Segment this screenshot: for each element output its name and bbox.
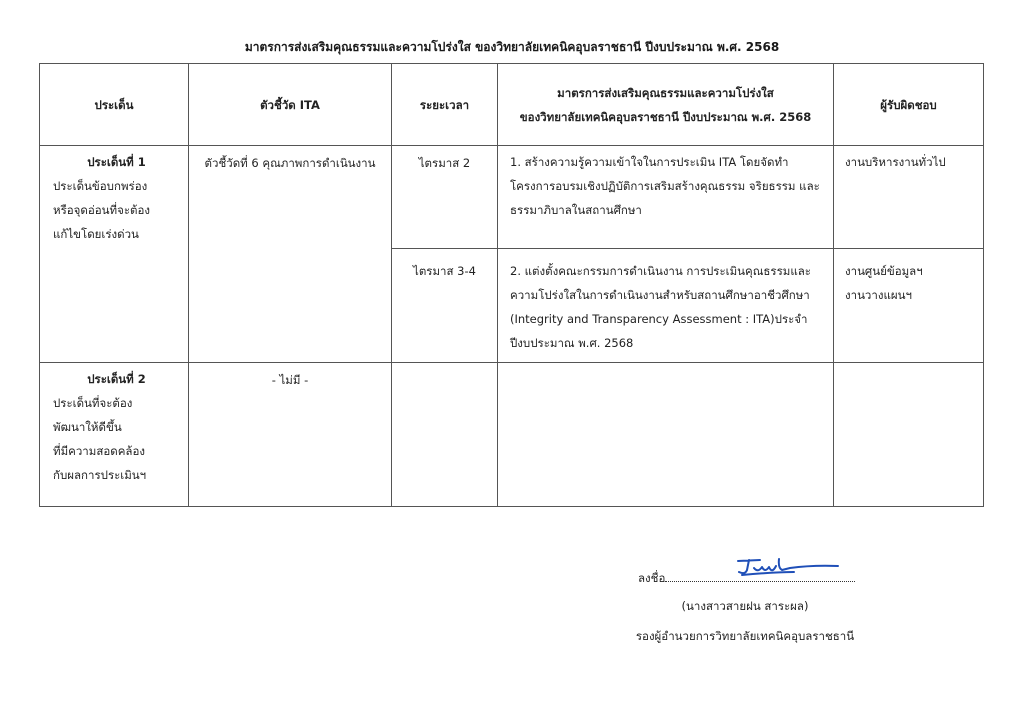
ita-measures-table — [39, 63, 984, 507]
header-measure-line1: มาตรการส่งเสริมคุณธรรมและความโปร่งใส — [557, 85, 774, 100]
responsible-cell: งานบริหารงานทั่วไป — [834, 146, 984, 249]
period-cell: ไตรมาส 2 — [392, 146, 498, 249]
indicator-1-cell: ตัวชี้วัดที่ 6 คุณภาพการดำเนินงาน — [189, 146, 392, 363]
issue-1-description: ประเด็นข้อบกพร่อง หรือจุดอ่อนที่จะต้อง แก้ไขโดยเร่งด่วน — [53, 179, 151, 241]
handwritten-signature — [734, 556, 844, 580]
header-measure — [498, 64, 834, 146]
table-row — [40, 363, 984, 507]
empty-responsible-cell — [834, 363, 984, 507]
table-row — [40, 146, 984, 249]
sign-label: ลงชื่อ — [638, 571, 666, 585]
issue-1-title: ประเด็นที่ 1 — [87, 155, 146, 169]
header-responsible: ผู้รับผิดชอบ — [834, 64, 984, 146]
document-title: มาตรการส่งเสริมคุณธรรมและความโปร่งใส ของวิทยาลัยเทคนิคอุบลราชธานี ปีงบประมาณ พ.ศ. 2568 — [244, 40, 780, 54]
header-indicator: ตัวชี้วัด ITA — [189, 64, 392, 146]
header-period: ระยะเวลา — [392, 64, 498, 146]
table-header-row — [40, 64, 984, 146]
header-measure-line2: ของวิทยาลัยเทคนิคอุบลราชธานี ปีงบประมาณ พ.ศ. 2568 — [519, 109, 812, 124]
issue-2-cell — [40, 363, 189, 507]
empty-measure-cell — [498, 363, 834, 507]
indicator-2-cell: - ไม่มี - — [189, 363, 392, 507]
measure-cell: 1. สร้างความรู้ความเข้าใจในการประเมิน ITA โดยจัดทำโครงการอบรมเชิงปฏิบัติการเสริมสร้างคุณธรรม จริยธรรม และธรรมาภิบาลในสถานศึกษา — [498, 146, 834, 249]
period-cell: ไตรมาส 3-4 — [392, 249, 498, 363]
issue-1-cell — [40, 146, 189, 363]
signer-position: รองผู้อำนวยการวิทยาลัยเทคนิคอุบลราชธานี — [635, 629, 855, 643]
header-issue: ประเด็น — [40, 64, 189, 146]
responsible-cell: งานศูนย์ข้อมูลฯ งานวางแผนฯ — [834, 249, 984, 363]
signer-name: (นางสาวสายฝน สาระผล) — [681, 599, 809, 613]
issue-2-title: ประเด็นที่ 2 — [87, 372, 146, 386]
measure-cell: 2. แต่งตั้งคณะกรรมการดำเนินงาน การประเมินคุณธรรมและความโปร่งใสในการดำเนินงานสำหรับสถานศึกษาอาชีวศึกษา (Integrity and Transparency Assessment : ITA)ประจำปีงบประมาณ พ.ศ. 2568 — [498, 249, 834, 363]
issue-2-description: ประเด็นที่จะต้อง พัฒนาให้ดีขึ้น ที่มีความสอดคล้อง กับผลการประเมินฯ — [53, 396, 147, 482]
empty-period-cell — [392, 363, 498, 507]
